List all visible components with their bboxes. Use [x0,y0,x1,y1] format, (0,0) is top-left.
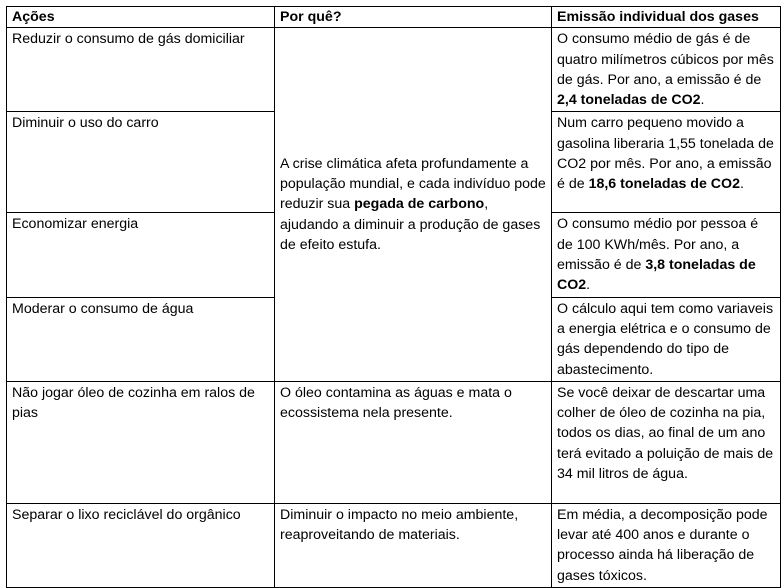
emissao-text-bold: 3,8 toneladas de CO2 [557,257,756,294]
emissao-text-post: . [586,277,591,294]
acao-cell: Não jogar óleo de cozinha em ralos de pias [7,381,275,503]
emissao-cell: O cálculo aqui tem como variaveis a energia elétrica e o consumo de gás dependendo do tipo de abastecimento. [552,297,781,381]
acao-cell: Moderar o consumo de água [7,297,275,381]
header-acoes: Ações [7,7,275,28]
porque-cell: Diminuir o impacto no meio ambiente, reaproveitando de materiais. [275,503,552,587]
emissao-text-pre: O consumo médio de gás é de quatro milímetros cúbicos por mês de gás. Por ano, a emissão é de [557,31,774,88]
porque-text-bold: pegada de carbono [354,196,485,213]
porque-text-pre: A crise climática afeta profundamente a população mundial, e cada indivíduo pode reduzir sua [280,155,546,213]
emissao-text-bold: 2,4 toneladas de CO2 [557,92,701,109]
emissao-cell [552,28,781,112]
emissao-cell [552,213,781,297]
table-row [7,28,781,112]
acao-cell: Economizar energia [7,213,275,297]
table-row [7,503,781,587]
emissao-cell: Se você deixar de descartar uma colher de óleo de cozinha na pia, todos os dias, ao final de um ano terá evitado a poluição de mais de 34 mil litros de água. [552,381,781,503]
porque-merged-cell [275,28,552,382]
porque-cell: O óleo contamina as águas e mata o ecossistema nela presente. [275,381,552,503]
emissao-text-pre: O consumo médio por pessoa é de 100 KWh/mês. Por ano, a emissão é de [557,216,759,274]
header-por-que: Por quê? [275,7,552,28]
emissao-cell: Em média, a decomposição pode levar até 400 anos e durante o processo ainda há liberação de gases tóxicos. [552,503,781,587]
acao-cell: Diminuir o uso do carro [7,112,275,213]
table-row [7,381,781,503]
acao-cell: Separar o lixo reciclável do orgânico [7,503,275,587]
header-emissao: Emissão individual dos gases [552,7,781,28]
emissao-text-pre: Num carro pequeno movido a gasolina liberaria 1,55 tonelada de CO2 por mês. Por ano, a emissão é de [557,115,774,193]
emissao-cell [552,112,781,213]
emissao-text-post: . [700,92,705,109]
emissao-text-bold: 18,6 toneladas de CO2 [588,176,740,193]
header-row [7,7,781,28]
porque-text-post: , ajudando a diminuir a produção de gases de efeito estufa. [280,196,541,254]
emissao-text-post: . [739,176,744,193]
acao-cell: Reduzir o consumo de gás domiciliar [7,28,275,112]
actions-table [6,6,781,588]
